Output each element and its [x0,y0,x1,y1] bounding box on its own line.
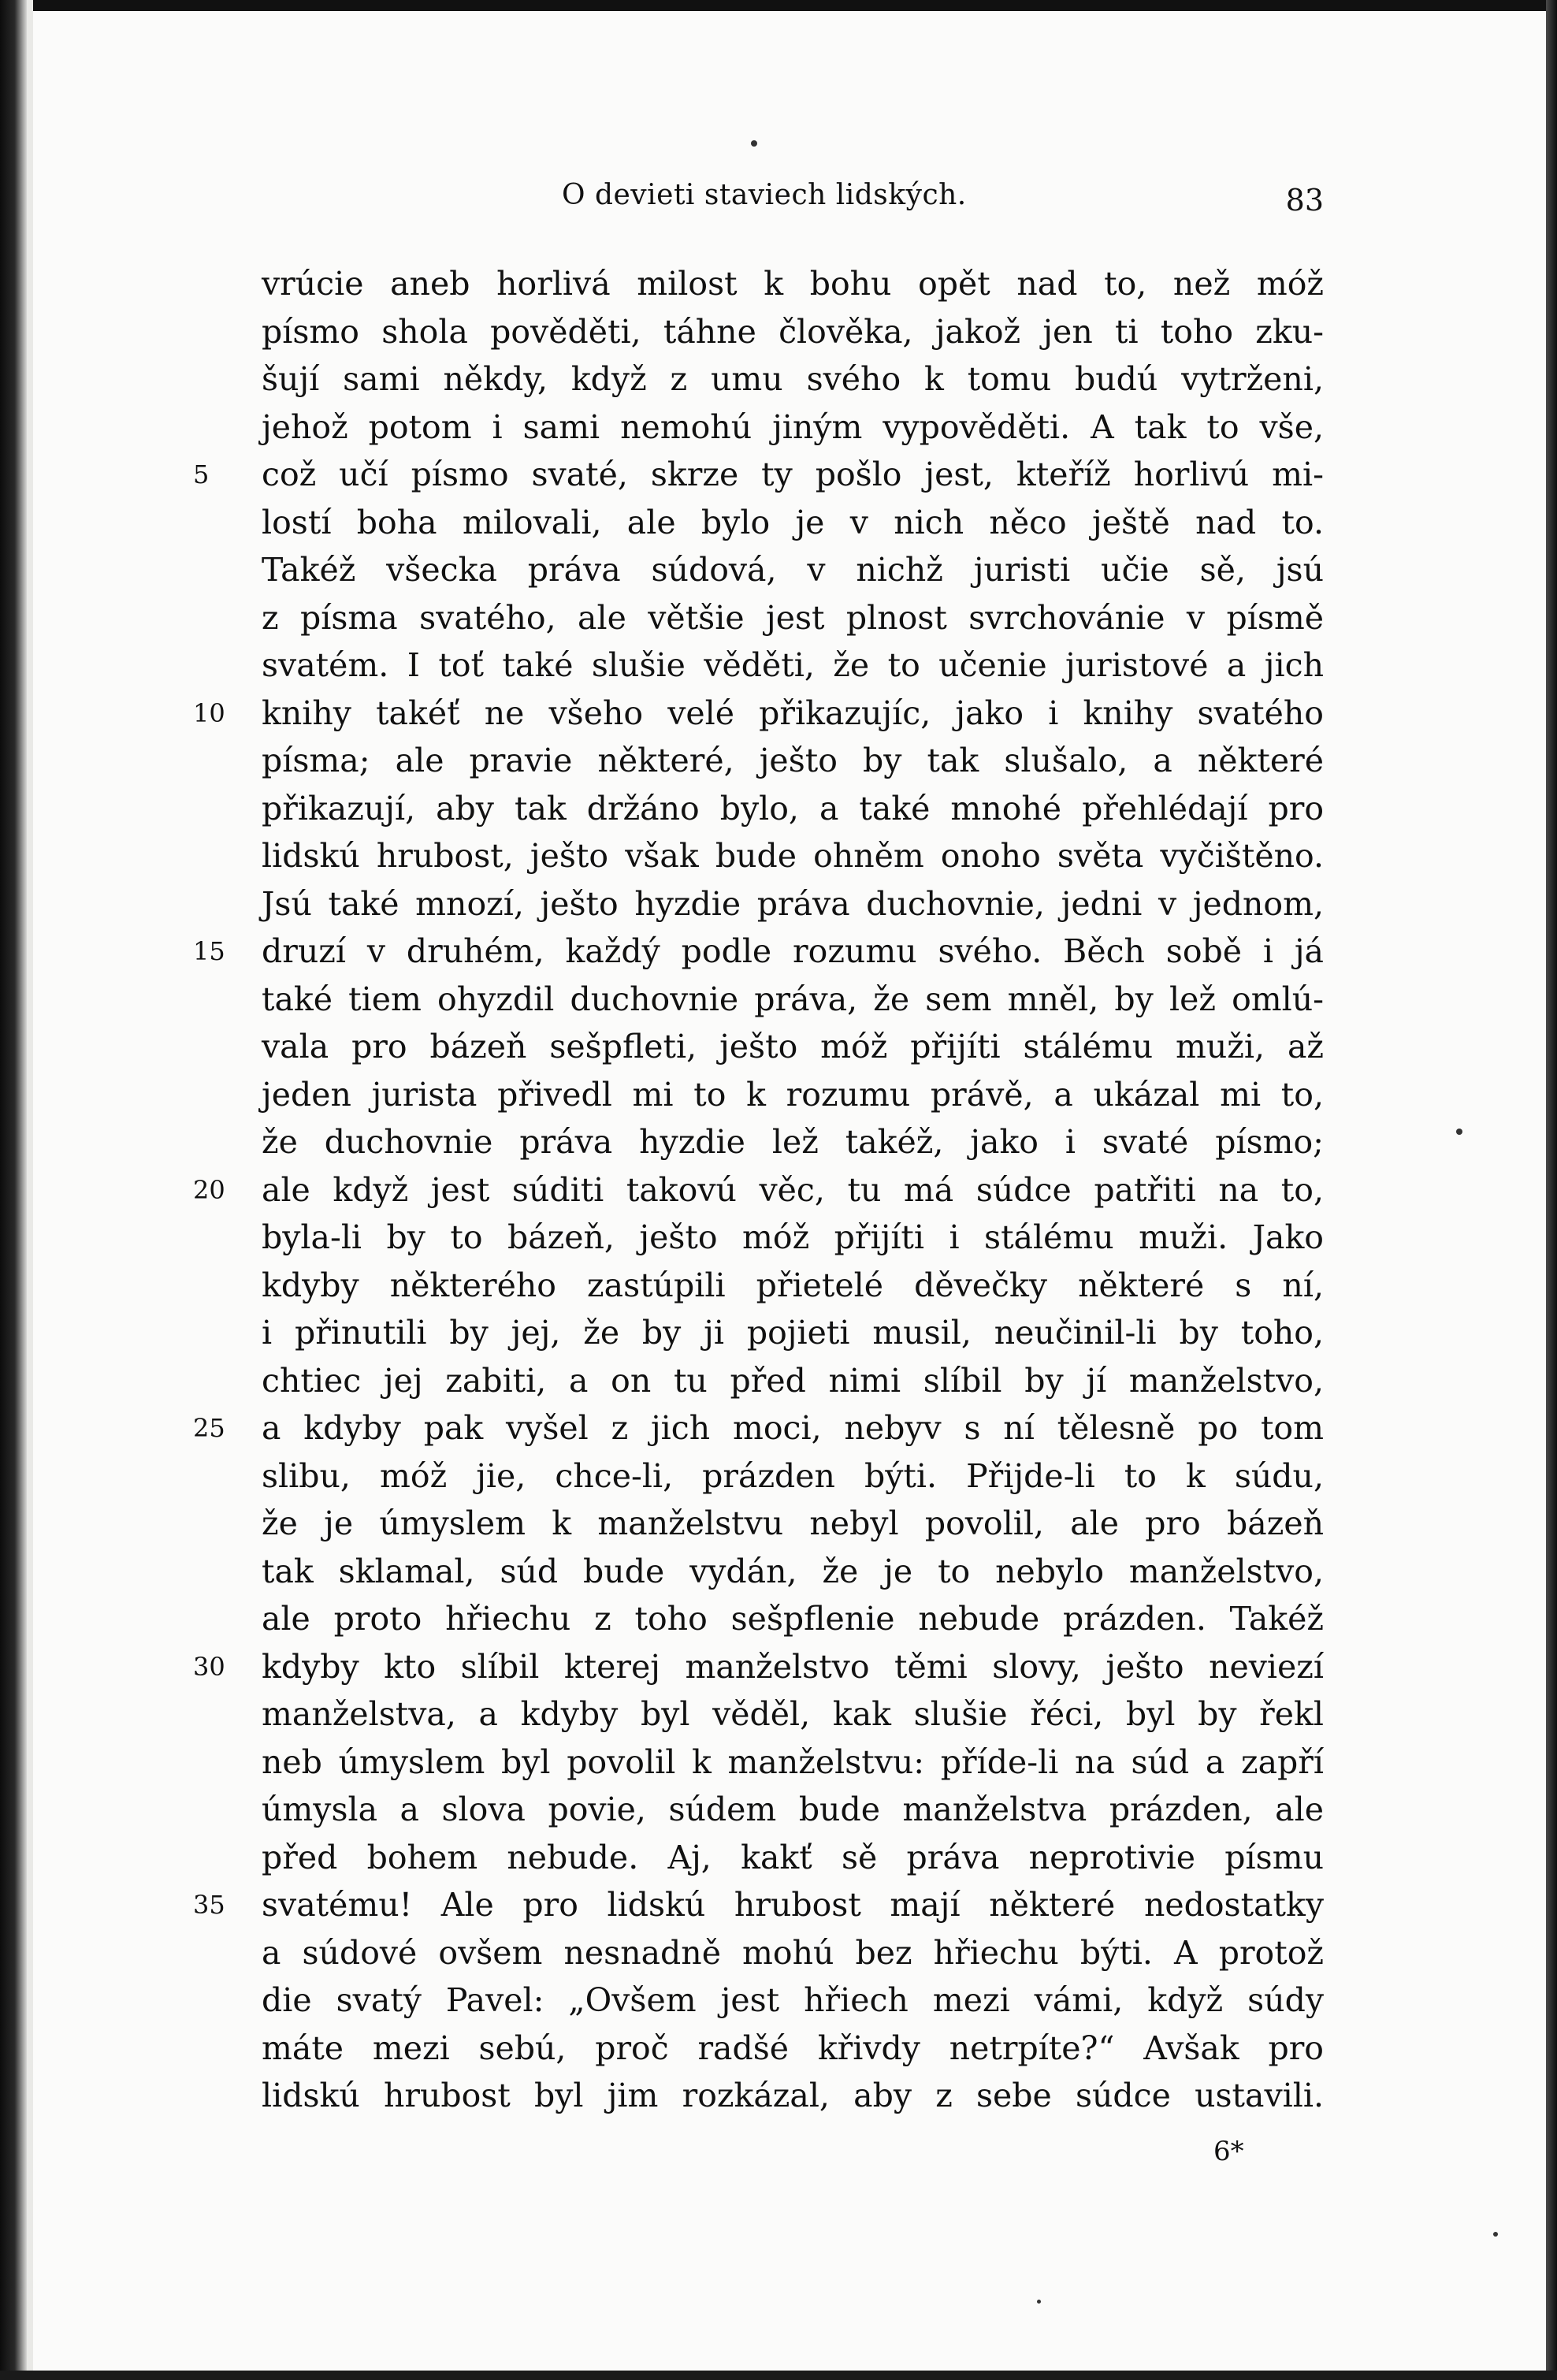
line-text: že duchovnie práva hyzdie lež takéž, jako i svaté písmo; [262,1123,1324,1161]
text-line [193,355,1324,403]
text-line [193,928,1324,976]
text-line [193,308,1324,356]
line-text: slibu, móž jie, chce-li, prázden býti. Přijde-li to k súdu, [262,1456,1324,1495]
text-line [193,546,1324,594]
text-line [193,1548,1324,1596]
line-number: 20 [193,1174,225,1205]
text-line [193,1977,1324,2025]
text-line [193,594,1324,642]
line-text: Takéž všecka práva súdová, v nichž juristi učie sě, jsú [262,551,1324,589]
text-line [193,2072,1324,2120]
text-line [193,1881,1324,1929]
text-line [193,260,1324,308]
line-text: vrúcie aneb horlivá milost k bohu opět nad to, než móž [262,265,1324,303]
text-line [193,1357,1324,1405]
line-text: že je úmyslem k manželstvu nebyl povolil, ale pro bázeň [262,1504,1324,1542]
running-title: O devieti staviech lidských. [562,179,967,211]
text-line [193,1118,1324,1166]
line-text: jeden jurista přivedl mi to k rozumu právě, a ukázal mi to, [262,1075,1324,1114]
line-text: lostí boha milovali, ale bylo je v nich něco ještě nad to. [262,503,1324,541]
line-text: což učí písmo svaté, skrze ty pošlo jest, kteříž horlivú mi- [262,456,1324,493]
text-line [193,641,1324,690]
text-line [193,1690,1324,1739]
line-text: byla-li by to bázeň, ješto móž přijíti i stálému muži. Jako [262,1218,1324,1256]
line-text: a súdové ovšem nesnadně mohú bez hřiechu býti. A protož [262,1933,1324,1972]
line-text: máte mezi sebú, proč radšé křivdy netrpíte?“ Avšak pro [262,2029,1324,2067]
line-text: die svatý Pavel: „Ovšem jest hřiech mezi vámi, když súdy [262,1981,1324,2019]
text-line [193,1834,1324,1882]
line-text: tak sklamal, súd bude vydán, že je to nebylo manželstvo, [262,1552,1324,1590]
line-number: 5 [193,459,210,489]
text-line [193,1166,1324,1214]
running-head [260,173,1324,218]
line-text: kdyby kto slíbil kterej manželstvo těmi slovy, ješto neviezí [262,1647,1324,1686]
text-line [193,2025,1324,2073]
text-line [193,1452,1324,1501]
line-text: z písma svatého, ale většie jest plnost svrchovánie v písmě [262,598,1324,637]
line-text: Jsú také mnozí, ješto hyzdie práva duchovnie, jedni v jednom, [262,884,1324,923]
line-text: a kdyby pak vyšel z jich moci, nebyv s ní tělesně po tom [262,1409,1324,1447]
text-line [193,1786,1324,1834]
line-text: jehož potom i sami nemohú jiným vypověděti. A tak to vše, [262,407,1324,446]
line-text: i přinutili by jej, že by ji pojieti musil, neučinil-li by toho, [262,1314,1324,1352]
line-number: 30 [193,1651,225,1682]
line-number: 35 [193,1890,225,1920]
text-line [193,1929,1324,1977]
text-line [193,1404,1324,1452]
line-text: chtiec jej zabiti, a on tu před nimi slíbil by jí manželstvo, [262,1361,1324,1400]
text-line [193,499,1324,547]
page-number: 83 [1285,183,1324,218]
line-number: 15 [193,936,225,966]
text-line [193,1071,1324,1119]
line-number: 25 [193,1413,225,1443]
text-line [193,1262,1324,1310]
line-text: kdyby některého zastúpili přietelé děvečky některé s ní, [262,1266,1324,1304]
text-body [193,260,1324,2120]
text-line [193,737,1324,785]
text-line [193,880,1324,928]
line-text: neb úmyslem byl povolil k manželstvu: příde-li na súd a zapří [262,1742,1324,1781]
text-line [193,1643,1324,1691]
line-text: před bohem nebude. Aj, kakť sě práva neprotivie písmu [262,1838,1324,1876]
text-line [193,785,1324,833]
text-line [193,1309,1324,1357]
line-text: knihy takéť ne všeho velé přikazujíc, jako i knihy svatého [262,694,1324,732]
line-text: svatému! Ale pro lidskú hrubost mají některé nedostatky [262,1886,1324,1924]
text-line [193,832,1324,880]
line-text: šují sami někdy, když z umu svého k tomu budú vytrženi, [262,360,1324,398]
text-line [193,976,1324,1024]
text-line [193,1739,1324,1787]
text-line [193,403,1324,452]
text-line [193,1500,1324,1548]
line-text: písmo shola pověděti, táhne člověka, jakož jen ti toho zku- [262,312,1324,351]
text-line [193,690,1324,738]
text-line [193,1023,1324,1071]
text-line [193,451,1324,499]
line-text: úmysla a slova povie, súdem bude manželstva prázden, ale [262,1791,1324,1828]
line-text: přikazují, aby tak držáno bylo, a také mnohé přehlédají pro [262,789,1324,827]
line-text: vala pro bázeň sešpfleti, ješto móž přijíti stálému muži, až [262,1028,1324,1065]
line-text: písma; ale pravie některé, ješto by tak slušalo, a některé [262,742,1324,779]
line-text: svatém. I toť také slušie věděti, že to učenie juristové a jich [262,646,1324,684]
line-text: manželstva, a kdyby byl věděl, kak slušie řéci, byl by řekl [262,1695,1324,1733]
line-text: také tiem ohyzdil duchovnie práva, že sem mněl, by lež omlú- [262,980,1324,1018]
line-text: ale když jest súditi takovú věc, tu má súdce patřiti na to, [262,1170,1324,1209]
signature-mark: 6* [1213,2136,1244,2167]
line-text: ale proto hřiechu z toho sešpflenie nebude prázden. Takéž [262,1600,1324,1638]
text-line [193,1595,1324,1643]
line-number: 10 [193,697,225,728]
text-line [193,1214,1324,1262]
line-text: lidskú hrubost byl jim rozkázal, aby z sebe súdce ustavili. [262,2077,1324,2114]
line-text: lidskú hrubost, ješto však bude ohněm onoho světa vyčištěno. [262,837,1324,875]
line-text: druzí v druhém, každý podle rozumu svého. Běch sobě i já [262,932,1324,970]
